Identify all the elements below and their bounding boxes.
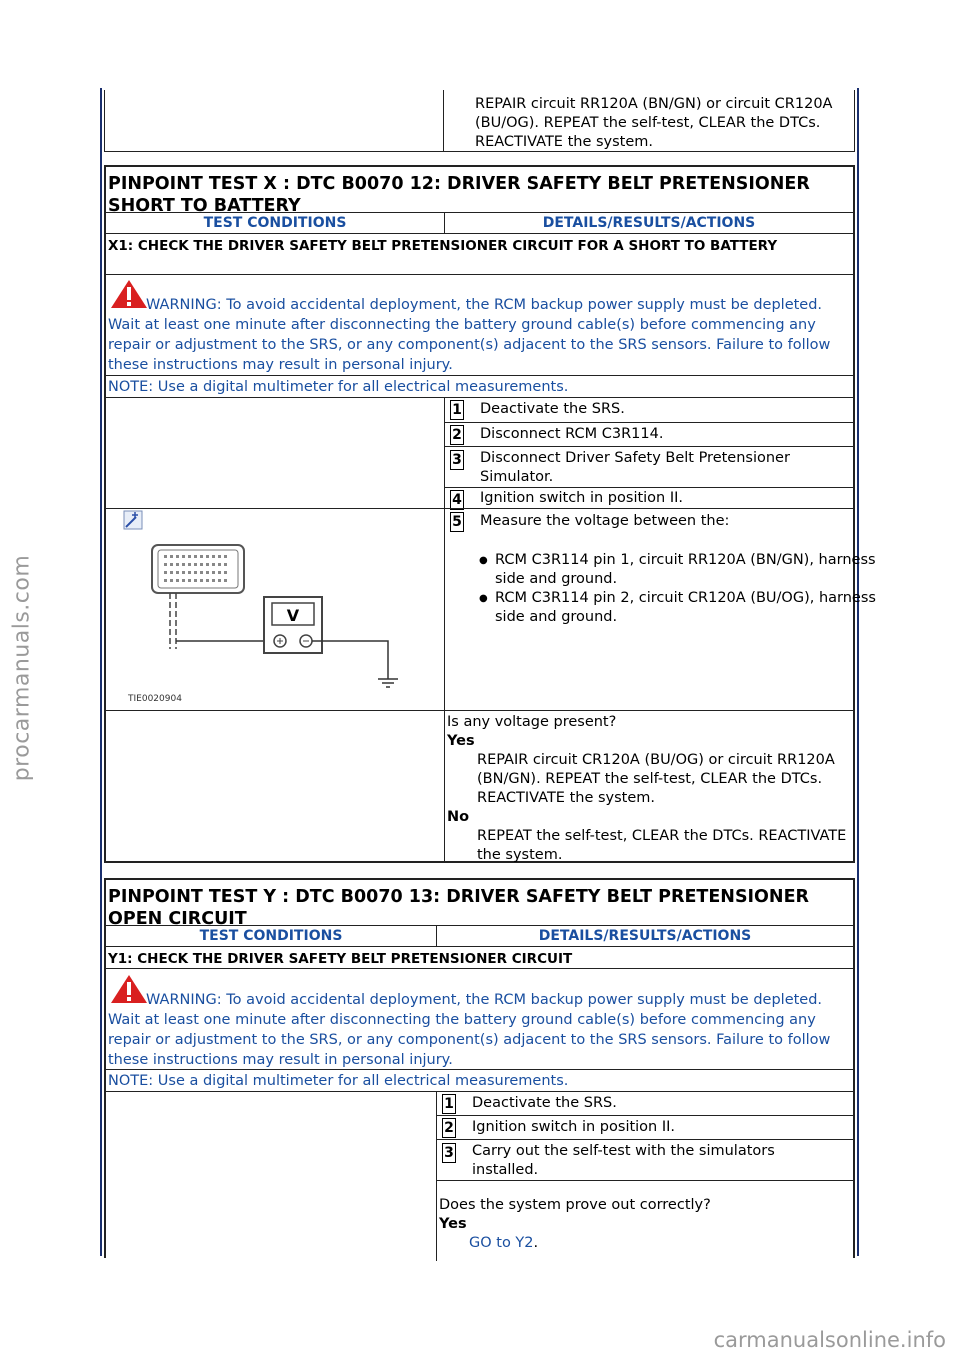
test-x-warning: WARNING: To avoid accidental deployment, the RCM backup power supply must be depleted. Wait at least one minute after disconnecting the battery ground cable(s) before commencing any repair or adjustment to the SRS, or any component(s) adjacent to the SRS sensors. Failure to follow these instructions may result in personal injury. [106, 279, 846, 375]
test-y-title: PINPOINT TEST Y : DTC B0070 13: DRIVER SAFETY BELT PRETENSIONER OPEN CIRCUIT [108, 887, 810, 929]
pinpoint-test-x [104, 165, 876, 863]
top-fragment-table [104, 90, 855, 152]
go-to-y2-link[interactable]: GO to Y2 [469, 1235, 534, 1251]
test-x-bullet-2: ● RCM C3R114 pin 2, circuit CR120A (BU/OG), harness side and ground. [495, 589, 895, 627]
warning-icon [110, 974, 148, 1004]
pinpoint-test-y: PINPOINT TEST Y : DTC B0070 13: DRIVER SAFETY BELT PRETENSIONER OPEN CIRCUIT TEST CONDITIONS DETAILS/RESULTS/ACTIONS Y1: CHECK THE DRIVER SAFETY BELT PRETENSIONER CIRCUIT WARNING: To avoid accidental deployment, the RCM backup power supply must be depleted. Wait at least one minute after disconnecting the battery ground cable(s) before commencing any repair or adjustment to the SRS, or any component(s) adjacent to the SRS sensors. Failure to follow these instructions may result in personal injury. NOTE: Use a digital multimeter for all electrical measurements. 1 Deactivate the SRS. 2 Ignition switch in position II. 3 Carry out the self-test with the simulators installed. Does the system prove out correctly? Yes GO to Y2. [104, 878, 855, 1258]
step-number: 1 [450, 400, 464, 420]
test-y-yes-label: Yes [439, 1216, 467, 1232]
test-x-no-text: REPEAT the self-test, CLEAR the DTCs. REACTIVATE the system. [477, 828, 847, 863]
test-x-step-2: Disconnect RCM C3R114. [480, 426, 664, 442]
side-watermark: procarmanuals.com [9, 554, 35, 782]
test-y-step-3: Carry out the self-test with the simulators installed. [472, 1143, 775, 1178]
test-x-step-1: Deactivate the SRS. [480, 401, 625, 417]
test-y-col-conditions: TEST CONDITIONS [199, 928, 343, 944]
top-fragment-text: REPAIR circuit RR120A (BN/GN) or circuit CR120A (BU/OG). REPEAT the self-test, CLEAR the DTCs. REACTIVATE the system. [475, 96, 833, 150]
step-number: 2 [442, 1118, 456, 1138]
meter-label: V [286, 606, 300, 625]
step-number: 3 [450, 450, 464, 470]
test-x-col-conditions: TEST CONDITIONS [203, 215, 347, 231]
test-y-warning: WARNING: To avoid accidental deployment, the RCM backup power supply must be depleted. Wait at least one minute after disconnecting the battery ground cable(s) before commencing any repair or adjustment to the SRS, or any component(s) adjacent to the SRS sensors. Failure to follow these instructions may result in personal injury. [106, 974, 846, 1070]
test-y-col-details: DETAILS/RESULTS/ACTIONS [538, 928, 752, 944]
test-y-step-2: Ignition switch in position II. [472, 1119, 676, 1135]
test-x-question: Is any voltage present? [447, 714, 617, 730]
test-y-question: Does the system prove out correctly? [439, 1197, 711, 1213]
test-x-step-title: X1: CHECK THE DRIVER SAFETY BELT PRETENSIONER CIRCUIT FOR A SHORT TO BATTERY [108, 238, 778, 254]
step-number: 1 [442, 1094, 456, 1114]
test-x-step-3: Disconnect Driver Safety Belt Pretensioner Simulator. [480, 450, 790, 485]
warning-icon [110, 279, 148, 309]
test-x-col-details: DETAILS/RESULTS/ACTIONS [542, 215, 756, 231]
step-number: 3 [442, 1143, 456, 1163]
test-y-step-1: Deactivate the SRS. [472, 1095, 617, 1111]
voltage-measurement-diagram [106, 509, 444, 711]
zoom-icon [124, 511, 142, 529]
test-x-no-label: No [447, 809, 470, 825]
test-x-yes-text: REPAIR circuit CR120A (BU/OG) or circuit RR120A (BN/GN). REPEAT the self-test, CLEAR the DTCs. REACTIVATE the system. [477, 752, 835, 806]
test-x-bullet-1: ● RCM C3R114 pin 1, circuit RR120A (BN/GN), harness side and ground. [495, 551, 895, 589]
step-number: 5 [450, 512, 464, 532]
test-y-step-title: Y1: CHECK THE DRIVER SAFETY BELT PRETENSIONER CIRCUIT [108, 951, 573, 967]
bottom-watermark: carmanualsonline.info [713, 1328, 946, 1352]
step-number: 2 [450, 425, 464, 445]
test-x-figure[interactable] [106, 509, 444, 711]
test-x-yes-label: Yes [447, 733, 475, 749]
step-number: 4 [450, 490, 464, 510]
test-x-note: NOTE: Use a digital multimeter for all electrical measurements. [108, 379, 569, 395]
test-x-title: PINPOINT TEST X : DTC B0070 12: DRIVER SAFETY BELT PRETENSIONER SHORT TO BATTERY [108, 174, 810, 216]
test-y-note: NOTE: Use a digital multimeter for all electrical measurements. [108, 1073, 569, 1089]
test-x-step-5: Measure the voltage between the: [480, 513, 730, 529]
test-x-step-4: Ignition switch in position II. [480, 490, 684, 506]
figure-label: TIE0020904 [128, 694, 182, 704]
